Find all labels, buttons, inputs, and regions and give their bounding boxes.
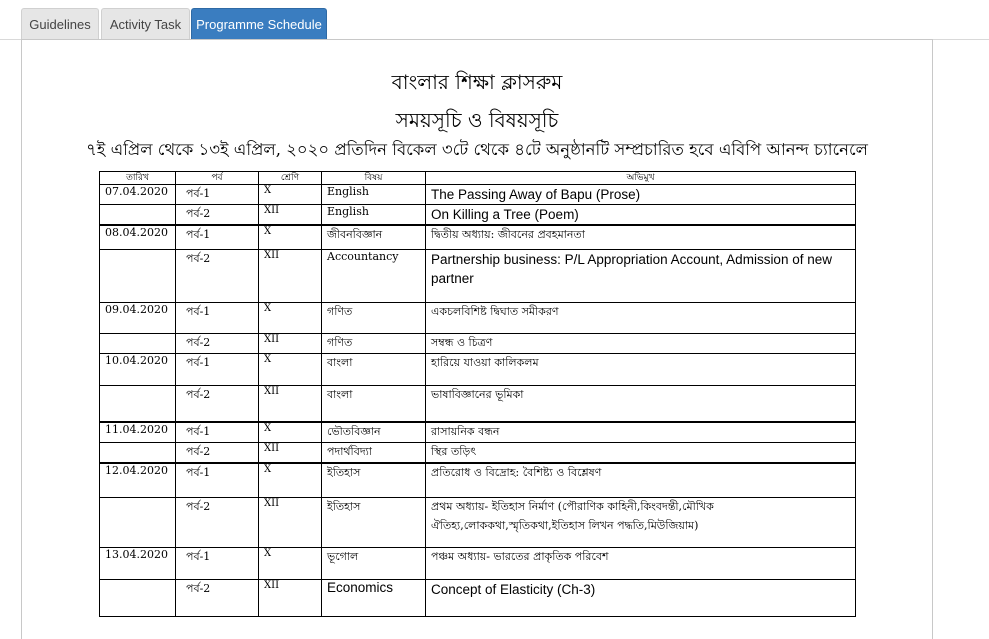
cell-subject: বাংলা bbox=[322, 385, 426, 422]
schedule-table bbox=[99, 171, 856, 617]
header-parba: পর্ব bbox=[176, 172, 259, 185]
cell-date: 12.04.2020 bbox=[100, 463, 176, 497]
table-row bbox=[100, 579, 856, 616]
cell-date bbox=[100, 579, 176, 616]
cell-class: X bbox=[259, 463, 322, 497]
cell-subject: English bbox=[322, 185, 426, 205]
cell-subject: পদার্থবিদ্যা bbox=[322, 443, 426, 464]
cell-topic: পঞ্চম অধ্যায়- ভারতের প্রাকৃতিক পরিবেশ bbox=[426, 547, 856, 579]
cell-parba: পর্ব-1 bbox=[176, 185, 259, 205]
cell-parba: পর্ব-2 bbox=[176, 385, 259, 422]
cell-subject: Accountancy bbox=[322, 249, 426, 302]
cell-parba: পর্ব-1 bbox=[176, 463, 259, 497]
cell-date bbox=[100, 443, 176, 464]
cell-class: X bbox=[259, 302, 322, 333]
cell-parba: পর্ব-2 bbox=[176, 443, 259, 464]
cell-topic: প্রথম অধ্যায়- ইতিহাস নির্মাণ (পৌরাণিক কাহিনী,কিংবদন্তী,মৌখিক ঐতিহ্য,লোককথা,স্মৃতিকথা,ইতিহাস লিখন পদ্ধতি,মিউজিয়াম) bbox=[426, 497, 856, 547]
table-row bbox=[100, 225, 856, 249]
cell-class: XII bbox=[259, 205, 322, 226]
cell-date bbox=[100, 333, 176, 353]
cell-parba: পর্ব-1 bbox=[176, 422, 259, 443]
table-row bbox=[100, 547, 856, 579]
cell-date: 10.04.2020 bbox=[100, 353, 176, 385]
table-row bbox=[100, 302, 856, 333]
table-row bbox=[100, 463, 856, 497]
table-row bbox=[100, 497, 856, 547]
cell-topic: Partnership business: P/L Appropriation Account, Admission of new partner bbox=[426, 249, 856, 302]
table-row bbox=[100, 333, 856, 353]
cell-topic: স্থির তড়িৎ bbox=[426, 443, 856, 464]
cell-class: X bbox=[259, 422, 322, 443]
cell-topic: On Killing a Tree (Poem) bbox=[426, 205, 856, 226]
cell-subject: ভূগোল bbox=[322, 547, 426, 579]
cell-date bbox=[100, 385, 176, 422]
cell-date: 07.04.2020 bbox=[100, 185, 176, 205]
cell-class: X bbox=[259, 185, 322, 205]
cell-date bbox=[100, 497, 176, 547]
cell-parba: পর্ব-1 bbox=[176, 547, 259, 579]
cell-parba: পর্ব-2 bbox=[176, 333, 259, 353]
header-date: তারিখ bbox=[100, 172, 176, 185]
table-row bbox=[100, 353, 856, 385]
cell-subject: ইতিহাস bbox=[322, 463, 426, 497]
tab-bar bbox=[0, 0, 989, 40]
header-topic: অভিমুখ bbox=[426, 172, 856, 185]
cell-parba: পর্ব-2 bbox=[176, 249, 259, 302]
header-class: শ্রেণি bbox=[259, 172, 322, 185]
cell-subject: English bbox=[322, 205, 426, 226]
tab-activity-task[interactable]: Activity Task bbox=[101, 8, 190, 39]
cell-topic: একচলবিশিষ্ট দ্বিঘাত সমীকরণ bbox=[426, 302, 856, 333]
cell-date: 13.04.2020 bbox=[100, 547, 176, 579]
table-row bbox=[100, 205, 856, 226]
cell-subject: বাংলা bbox=[322, 353, 426, 385]
cell-parba: পর্ব-1 bbox=[176, 353, 259, 385]
cell-topic: Concept of Elasticity (Ch-3) bbox=[426, 579, 856, 616]
cell-class: XII bbox=[259, 333, 322, 353]
cell-parba: পর্ব-2 bbox=[176, 579, 259, 616]
schedule-panel bbox=[21, 39, 933, 639]
cell-class: X bbox=[259, 225, 322, 249]
cell-class: XII bbox=[259, 249, 322, 302]
cell-date: 11.04.2020 bbox=[100, 422, 176, 443]
cell-subject: ভৌতবিজ্ঞান bbox=[322, 422, 426, 443]
table-row bbox=[100, 249, 856, 302]
cell-subject: গণিত bbox=[322, 302, 426, 333]
cell-parba: পর্ব-1 bbox=[176, 225, 259, 249]
table-row bbox=[100, 185, 856, 205]
tab-programme-schedule[interactable]: Programme Schedule bbox=[191, 8, 327, 39]
schedule-body bbox=[100, 185, 856, 617]
document-subtitle: সময়সূচি ও বিষয়সূচি bbox=[395, 108, 559, 132]
cell-topic: ভাষাবিজ্ঞানের ভূমিকা bbox=[426, 385, 856, 422]
tab-guidelines[interactable]: Guidelines bbox=[21, 8, 99, 39]
table-row bbox=[100, 422, 856, 443]
cell-class: XII bbox=[259, 497, 322, 547]
document-title: বাংলার শিক্ষা ক্লাসরুম bbox=[391, 70, 563, 94]
cell-topic: রাসায়নিক বন্ধন bbox=[426, 422, 856, 443]
cell-date bbox=[100, 205, 176, 226]
cell-class: XII bbox=[259, 443, 322, 464]
cell-topic: হারিয়ে যাওয়া কালিকলম bbox=[426, 353, 856, 385]
cell-topic: The Passing Away of Bapu (Prose) bbox=[426, 185, 856, 205]
cell-subject: জীবনবিজ্ঞান bbox=[322, 225, 426, 249]
cell-class: XII bbox=[259, 385, 322, 422]
cell-parba: পর্ব-1 bbox=[176, 302, 259, 333]
cell-class: X bbox=[259, 547, 322, 579]
cell-date: 09.04.2020 bbox=[100, 302, 176, 333]
cell-topic: প্রতিরোধ ও বিদ্রোহ: বৈশিষ্ট্য ও বিশ্লেষণ bbox=[426, 463, 856, 497]
table-row bbox=[100, 443, 856, 464]
table-row bbox=[100, 385, 856, 422]
cell-topic: দ্বিতীয় অধ্যায়: জীবনের প্রবহমানতা bbox=[426, 225, 856, 249]
cell-subject: Economics bbox=[322, 579, 426, 616]
cell-parba: পর্ব-2 bbox=[176, 497, 259, 547]
cell-subject: ইতিহাস bbox=[322, 497, 426, 547]
cell-topic: সম্বন্ধ ও চিত্রণ bbox=[426, 333, 856, 353]
cell-date bbox=[100, 249, 176, 302]
cell-date: 08.04.2020 bbox=[100, 225, 176, 249]
cell-subject: গণিত bbox=[322, 333, 426, 353]
table-header-row bbox=[100, 172, 856, 185]
header-subject: বিষয় bbox=[322, 172, 426, 185]
broadcast-notice: ৭ই এপ্রিল থেকে ১৩ই এপ্রিল, ২০২০ প্রতিদিন বিকেল ৩টে থেকে ৪টে অনুষ্ঠানটি সম্প্রচারিত হবে এবিপি আনন্দ চ্যানেলে bbox=[86, 140, 868, 159]
cell-parba: পর্ব-2 bbox=[176, 205, 259, 226]
cell-class: X bbox=[259, 353, 322, 385]
cell-class: XII bbox=[259, 579, 322, 616]
